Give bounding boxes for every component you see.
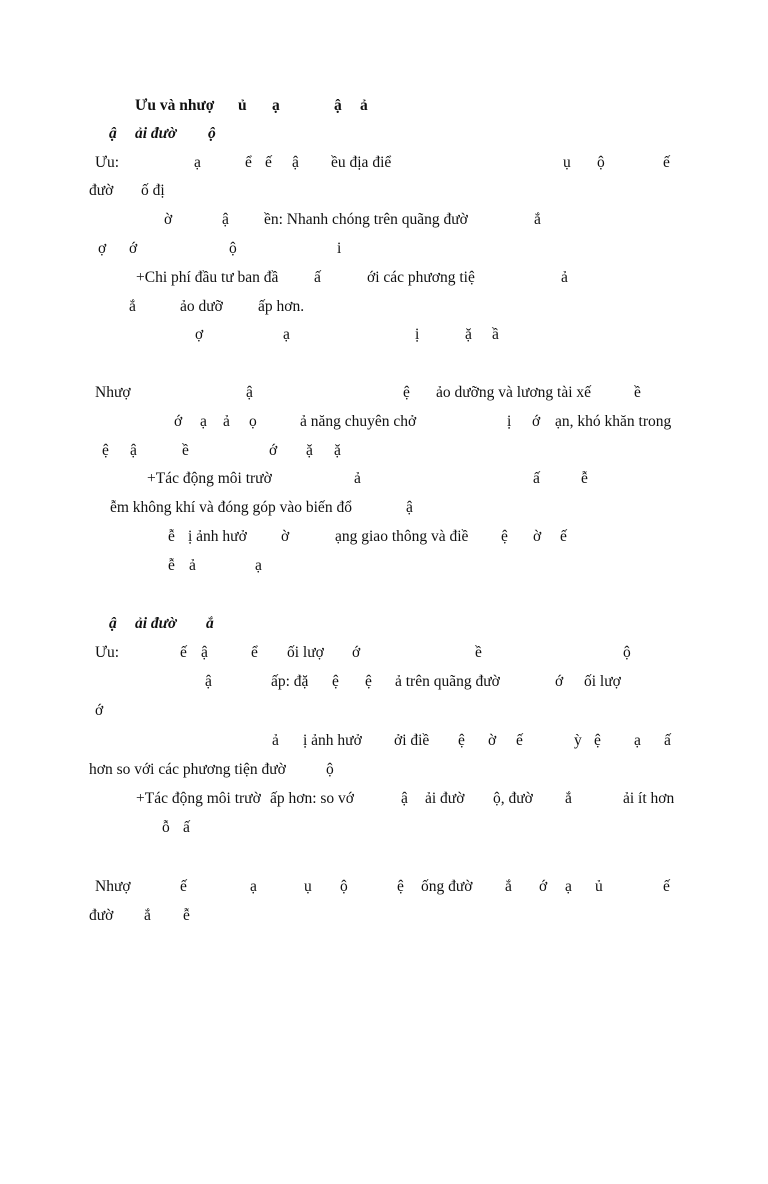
text-fragment: ờ: [164, 211, 173, 228]
text-fragment: ố đị: [141, 182, 165, 199]
text-fragment: ụ: [304, 878, 312, 895]
text-fragment: ắ: [129, 298, 136, 315]
text-fragment: ặ: [306, 442, 313, 459]
text-fragment: ấ: [314, 269, 321, 286]
text-fragment: ắ: [565, 790, 572, 807]
text-fragment: ảo dưỡng và lương tài xế: [436, 384, 592, 401]
text-fragment: ạ: [634, 732, 641, 749]
text-fragment: ộ: [340, 878, 348, 895]
text-fragment: ấp hơn: so vớ: [270, 790, 354, 807]
text-fragment: ớ: [532, 413, 541, 430]
text-fragment: ậ: [406, 499, 413, 516]
text-fragment: ệ: [332, 673, 339, 690]
text-fragment: ắ: [505, 878, 512, 895]
text-fragment: ễ: [581, 470, 588, 487]
text-fragment: ộ: [208, 125, 216, 142]
text-fragment: ị: [415, 326, 420, 343]
text-line: [0, 152, 768, 174]
text-line: [0, 382, 768, 404]
text-fragment: ắ: [534, 211, 541, 228]
text-line: [0, 700, 768, 722]
text-fragment: ớ: [269, 442, 278, 459]
section-heading-road: [0, 123, 768, 145]
text-fragment: ạ: [255, 557, 262, 574]
text-line: [0, 730, 768, 752]
text-fragment: đườ: [89, 907, 114, 924]
text-fragment: ớ: [539, 878, 548, 895]
text-line: [0, 759, 768, 781]
text-fragment: ỗ: [162, 819, 170, 836]
text-fragment: ả: [561, 269, 568, 286]
text-fragment: ải đườ: [425, 790, 465, 807]
text-fragment: ậ: [334, 97, 342, 114]
text-fragment: ấp: đặ: [271, 673, 309, 690]
text-fragment: ề: [475, 644, 482, 661]
text-fragment: ạ: [200, 413, 207, 430]
text-fragment: ớ: [352, 644, 361, 661]
text-fragment: ộ: [623, 644, 631, 661]
text-fragment: ể: [251, 644, 258, 661]
text-fragment: ảo dưỡ: [180, 298, 223, 315]
text-line: [0, 411, 768, 433]
text-fragment: ống đườ: [421, 878, 473, 895]
text-fragment: ỳ: [574, 732, 582, 749]
text-fragment: ớ: [555, 673, 564, 690]
text-fragment: ế: [180, 878, 187, 895]
text-line: [0, 555, 768, 577]
document-title: [0, 95, 768, 117]
text-fragment: ải đườ: [135, 125, 177, 142]
text-fragment: ễ: [168, 528, 175, 545]
text-fragment: ạng giao thông và điề: [335, 528, 469, 545]
text-fragment: ệ: [594, 732, 601, 749]
text-fragment: ễ: [168, 557, 175, 574]
text-line: [0, 324, 768, 346]
text-line: [0, 788, 768, 810]
text-line: [0, 296, 768, 318]
text-fragment: ề: [634, 384, 641, 401]
text-fragment: ễ: [183, 907, 190, 924]
text-line: [0, 642, 768, 664]
text-fragment: ế: [180, 644, 187, 661]
text-line: [0, 876, 768, 898]
text-fragment: đườ: [89, 182, 114, 199]
text-fragment: ệ: [458, 732, 465, 749]
text-fragment: ế: [516, 732, 523, 749]
text-fragment: ạ: [194, 154, 201, 171]
text-fragment: +Tác động môi trườ: [147, 470, 272, 487]
text-fragment: +Chi phí đầu tư ban đầ: [136, 269, 279, 286]
text-fragment: Ưu và nhượ: [135, 97, 215, 114]
text-line: [0, 209, 768, 231]
text-fragment: ấ: [183, 819, 190, 836]
text-fragment: ọ: [249, 413, 257, 430]
text-fragment: ả: [360, 97, 368, 114]
text-fragment: ấp hơn.: [258, 298, 305, 315]
text-fragment: ả: [189, 557, 196, 574]
text-fragment: ộ: [229, 240, 237, 257]
text-fragment: ủ: [595, 878, 603, 895]
text-line: [0, 905, 768, 927]
text-fragment: ụ: [563, 154, 571, 171]
text-fragment: ớ: [95, 702, 104, 719]
text-line: [0, 267, 768, 289]
text-line: [0, 440, 768, 462]
text-fragment: ệ: [403, 384, 410, 401]
text-fragment: ạ: [250, 878, 257, 895]
text-fragment: ợ: [195, 326, 204, 343]
text-fragment: ều địa điể: [331, 154, 392, 171]
text-fragment: ệ: [397, 878, 404, 895]
text-fragment: ải đườ: [135, 615, 177, 632]
text-fragment: hơn so với các phương tiện đườ: [89, 761, 286, 778]
text-fragment: ộ, đườ: [493, 790, 533, 807]
text-fragment: ợ: [98, 240, 107, 257]
text-fragment: ả năng chuyên chở: [300, 413, 417, 430]
text-fragment: ị ảnh hưở: [188, 528, 247, 545]
text-fragment: ộ: [326, 761, 334, 778]
text-fragment: ế: [663, 878, 670, 895]
text-fragment: ậ: [109, 125, 117, 142]
text-fragment: ả: [223, 413, 230, 430]
text-fragment: ủ: [238, 97, 247, 114]
text-fragment: ặ: [465, 326, 472, 343]
text-fragment: ầ: [492, 326, 499, 343]
text-fragment: ậ: [222, 211, 229, 228]
text-fragment: ặ: [334, 442, 341, 459]
text-line: [0, 180, 768, 202]
text-fragment: ệ: [365, 673, 372, 690]
text-fragment: ề: [182, 442, 189, 459]
text-fragment: ả trên quãng đườ: [395, 673, 500, 690]
text-fragment: Nhượ: [95, 384, 131, 401]
text-fragment: ờ: [281, 528, 290, 545]
text-fragment: ả: [272, 732, 279, 749]
text-line: [0, 526, 768, 548]
text-fragment: ậ: [109, 615, 117, 632]
text-fragment: ế: [265, 154, 272, 171]
text-fragment: ị: [507, 413, 512, 430]
text-line: [0, 238, 768, 260]
text-fragment: ậ: [292, 154, 299, 171]
text-fragment: ờ: [488, 732, 497, 749]
text-fragment: ạ: [565, 878, 572, 895]
text-fragment: ải ít hơn: [623, 790, 675, 807]
text-fragment: ễm không khí và đóng góp vào biến đổ: [110, 499, 352, 516]
text-fragment: Ưu:: [95, 644, 120, 661]
text-fragment: ởi điề: [394, 732, 430, 749]
text-fragment: ạ: [283, 326, 290, 343]
text-fragment: ế: [663, 154, 670, 171]
text-fragment: +Tác động môi trườ: [136, 790, 261, 807]
text-fragment: ế: [560, 528, 567, 545]
text-fragment: ậ: [130, 442, 137, 459]
section-heading-rail: [0, 613, 768, 635]
text-fragment: ậ: [205, 673, 212, 690]
text-fragment: i: [337, 240, 342, 257]
text-line: [0, 497, 768, 519]
text-fragment: ớ: [174, 413, 183, 430]
text-fragment: ạn, khó khăn trong: [555, 413, 672, 430]
text-fragment: ậ: [401, 790, 408, 807]
text-fragment: ối lượ: [584, 673, 621, 690]
text-fragment: ới các phương tiệ: [367, 269, 475, 286]
text-fragment: ắ: [144, 907, 151, 924]
text-fragment: ả: [354, 470, 361, 487]
text-fragment: ớ: [129, 240, 138, 257]
text-fragment: ậ: [201, 644, 208, 661]
text-fragment: Ưu:: [95, 154, 120, 171]
text-fragment: ậ: [246, 384, 253, 401]
text-fragment: ể: [245, 154, 252, 171]
text-fragment: ấ: [533, 470, 540, 487]
text-fragment: ệ: [102, 442, 109, 459]
text-fragment: ấ: [664, 732, 671, 749]
text-fragment: Nhượ: [95, 878, 131, 895]
text-fragment: ối lượ: [287, 644, 324, 661]
text-fragment: ị ảnh hưở: [303, 732, 362, 749]
text-fragment: ộ: [597, 154, 605, 171]
text-line: [0, 468, 768, 490]
text-line: [0, 817, 768, 839]
text-line: [0, 671, 768, 693]
text-fragment: ền: Nhanh chóng trên quãng đườ: [264, 211, 468, 228]
text-fragment: ắ: [206, 615, 214, 632]
text-fragment: ệ: [501, 528, 508, 545]
text-fragment: ờ: [533, 528, 542, 545]
text-fragment: ạ: [272, 97, 280, 114]
